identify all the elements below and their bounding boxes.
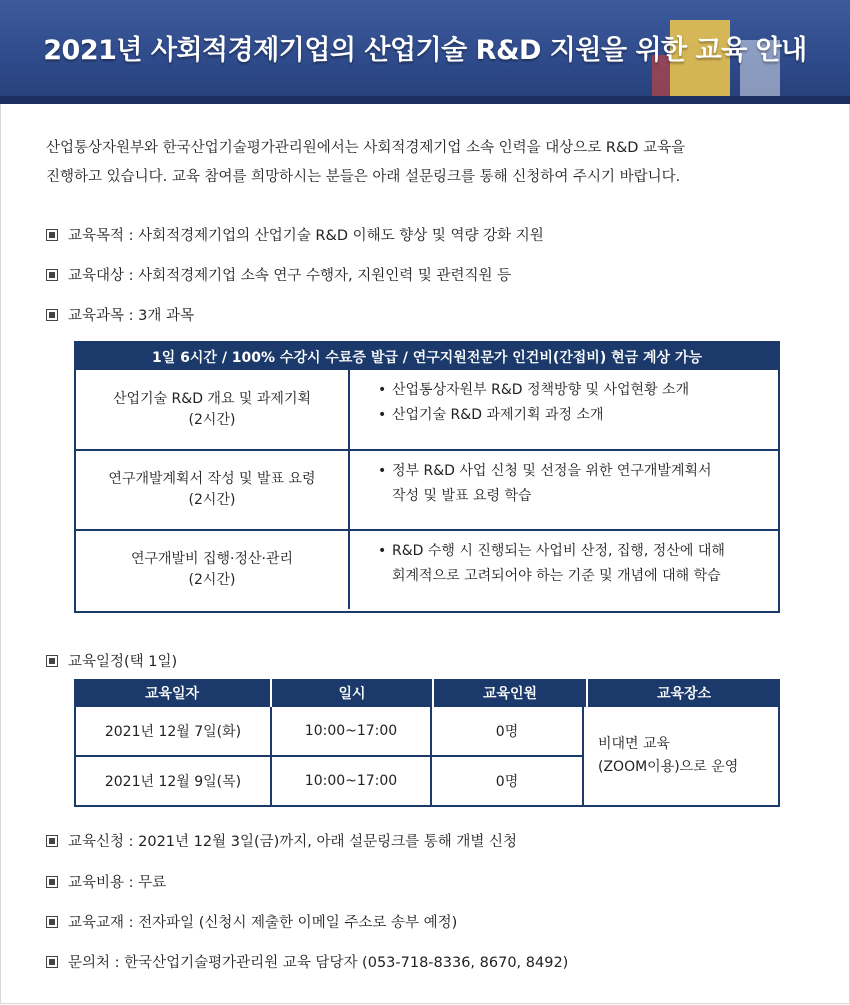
square-bullet-icon bbox=[46, 269, 58, 281]
square-bullet-icon bbox=[46, 655, 58, 667]
schedule-table-header bbox=[74, 679, 780, 707]
course-name: 연구개발비 집행·정산·관리 bbox=[130, 551, 294, 567]
venue-cell bbox=[584, 707, 778, 805]
schedule-table-body bbox=[74, 707, 780, 807]
course-table bbox=[74, 341, 780, 613]
time-cell: 10:00~17:00 bbox=[272, 755, 430, 805]
course-row bbox=[76, 370, 778, 449]
contact-item bbox=[46, 951, 568, 972]
course-desc-item: • 정부 R&D 사업 신청 및 선정을 위한 연구개발계획서 bbox=[378, 459, 778, 484]
venue-column bbox=[584, 707, 778, 805]
intro-paragraph bbox=[46, 134, 806, 192]
count-cell: 0명 bbox=[432, 755, 582, 805]
course-desc-cell bbox=[350, 451, 778, 529]
intro-line: 진행하고 있습니다. 교육 참여를 희망하시는 분들은 아래 설문링크를 통해 신청하여 주시기 바랍니다. bbox=[46, 169, 681, 185]
contact-text: 문의처 : 한국산업기술평가관리원 교육 담당자 (053-718-8336, 8670, 8492) bbox=[68, 955, 569, 971]
course-desc-item: • 산업기술 R&D 과제기획 과정 소개 bbox=[378, 403, 778, 428]
course-hours: (2시간) bbox=[188, 492, 236, 508]
time-cell: 10:00~17:00 bbox=[304, 723, 398, 739]
target-item bbox=[46, 264, 511, 285]
count-cell: 0명 bbox=[495, 724, 519, 740]
course-name-cell bbox=[76, 370, 350, 449]
square-bullet-icon bbox=[46, 916, 58, 928]
square-bullet-icon bbox=[46, 229, 58, 241]
course-desc-continuation: 회계적으로 고려되어야 하는 기준 및 개념에 대해 학습 bbox=[392, 568, 721, 584]
courses-text: 교육과목 : 3개 과목 bbox=[68, 308, 194, 324]
course-desc-item: • R&D 수행 시 진행되는 사업비 산정, 집행, 정산에 대해 bbox=[378, 539, 778, 564]
venue-line: (ZOOM이용)으로 운영 bbox=[598, 759, 739, 775]
schedule-table bbox=[74, 679, 780, 809]
course-desc-cell bbox=[350, 531, 778, 609]
header-venue: 교육장소 bbox=[588, 679, 780, 707]
course-desc-item: • 산업통상자원부 R&D 정책방향 및 사업현황 소개 bbox=[378, 378, 778, 403]
courses-item bbox=[46, 304, 194, 325]
page-title: 2021년 사회적경제기업의 산업기술 R&D 지원을 위한 교육 안내 bbox=[43, 35, 807, 66]
course-hours: (2시간) bbox=[188, 572, 236, 588]
course-row bbox=[76, 449, 778, 529]
course-hours: (2시간) bbox=[188, 411, 236, 428]
header-date: 교육일자 bbox=[74, 679, 270, 707]
purpose-item bbox=[46, 224, 544, 245]
date-cell: 2021년 12월 9일(목) bbox=[76, 755, 270, 805]
course-name: 연구개발계획서 작성 및 발표 요령 bbox=[108, 471, 316, 487]
course-name-cell bbox=[76, 531, 350, 609]
header-time: 일시 bbox=[272, 679, 432, 707]
course-desc-continuation: 작성 및 발표 요령 학습 bbox=[392, 488, 532, 504]
apply-text: 교육신청 : 2021년 12월 3일(금)까지, 아래 설문링크를 통해 개별 신청 bbox=[68, 834, 518, 850]
banner-decoration bbox=[0, 96, 850, 104]
venue-line: 비대면 교육 bbox=[598, 736, 671, 752]
count-column bbox=[432, 707, 584, 805]
schedule-text: 교육일정(택 1일) bbox=[68, 654, 178, 670]
course-name-cell bbox=[76, 451, 350, 529]
apply-item bbox=[46, 830, 517, 851]
square-bullet-icon bbox=[46, 956, 58, 968]
square-bullet-icon bbox=[46, 835, 58, 847]
cost-item bbox=[46, 871, 166, 892]
cost-text: 교육비용 : 무료 bbox=[68, 875, 167, 891]
course-table-header: 1일 6시간 / 100% 수강시 수료증 발급 / 연구지원전문가 인건비(간접비) 현금 계상 가능 bbox=[76, 343, 778, 370]
header-banner bbox=[0, 0, 850, 104]
date-column bbox=[76, 707, 272, 805]
square-bullet-icon bbox=[46, 309, 58, 321]
purpose-text: 교육목적 : 사회적경제기업의 산업기술 R&D 이해도 향상 및 역량 강화 지원 bbox=[68, 228, 544, 244]
square-bullet-icon bbox=[46, 876, 58, 888]
course-desc-cell bbox=[350, 370, 778, 449]
header-count: 교육인원 bbox=[434, 679, 586, 707]
target-text: 교육대상 : 사회적경제기업 소속 연구 수행자, 지원인력 및 관련직원 등 bbox=[68, 268, 512, 284]
date-cell: 2021년 12월 7일(화) bbox=[104, 724, 242, 740]
material-item bbox=[46, 911, 457, 932]
schedule-item bbox=[46, 650, 177, 671]
intro-line: 산업통상자원부와 한국산업기술평가관리원에서는 사회적경제기업 소속 인력을 대상으로 R&D 교육을 bbox=[46, 140, 686, 156]
time-column bbox=[272, 707, 432, 805]
course-name: 산업기술 R&D 개요 및 과제기획 bbox=[113, 390, 311, 407]
course-row bbox=[76, 529, 778, 609]
material-text: 교육교재 : 전자파일 (신청시 제출한 이메일 주소로 송부 예정) bbox=[68, 915, 458, 931]
